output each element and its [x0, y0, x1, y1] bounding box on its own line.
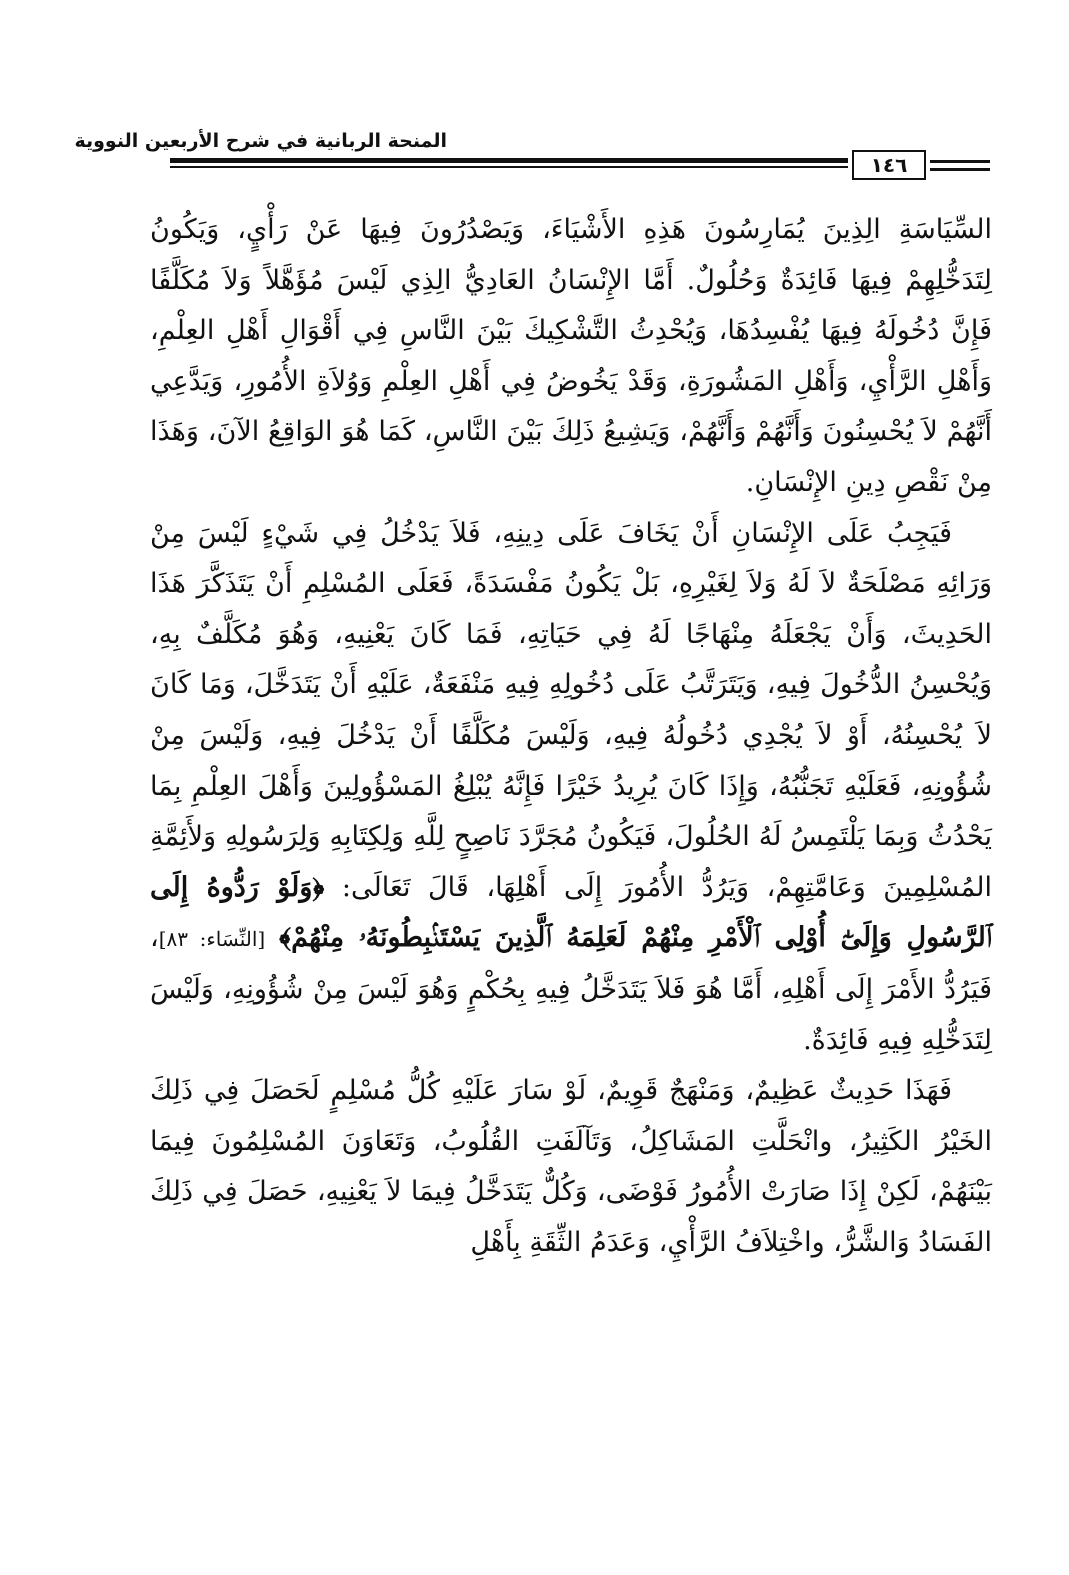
- verse-reference: [النِّسَاء: ٨٣]: [158, 927, 266, 952]
- page-number: ١٤٦: [852, 150, 926, 180]
- header-rule-right-lower: [930, 168, 990, 171]
- running-title: المنحة الربانية في شرح الأربعين النووية: [74, 130, 447, 152]
- paragraph-2-continuation: ، فَيَرُدُّ الأَمْرَ إِلَى أَهْلِهِ، أَمَّا هُوَ فَلاَ يَتَدَخَّلُ فِيهِ بِحُكْمٍ وَهُوَ لَيْسَ مِنْ شُؤُونِهِ، وَلَيْسَ لِتَدَخُّلِهِ فِيهِ فَائِدَةٌ.: [150, 922, 992, 1056]
- paragraph-2: [150, 509, 992, 1067]
- paragraph-1: السِّيَاسَةِ الِذِينَ يُمَارِسُونَ هَذِهِ الأَشْيَاءَ، وَيَصْدُرُونَ فِيهَا عَنْ رَأْيٍ، وَيَكُونُ لِتَدَخُّلِهِمْ فِيهَا فَائِدَةٌ وَحُلُولٌ. أَمَّا الإِنْسَانُ العَادِيُّ الِذِي لَيْسَ مُؤَهَّلاً وَلاَ مُكَلَّفًا فَإِنَّ دُخُولَهُ فِيهَا يُفْسِدُهَا، وَيُحْدِثُ التَّشْكِيكَ بَيْنَ النَّاسِ فِي أَقْوَالِ أَهْلِ العِلْمِ، وَأَهْلِ الرَّأْيِ، وَأَهْلِ المَشُورَةِ، وَقَدْ يَخُوضُ فِي أَهْلِ العِلْمِ وَوُلاَةِ الأُمُورِ، وَيَدَّعِي أَنَّهُمْ لاَ يُحْسِنُونَ وَأَنَّهُمْ وَأَنَّهُمْ، وَيَشِيعُ ذَلِكَ بَيْنَ النَّاسِ، كَمَا هُوَ الوَاقِعُ الآنَ، وَهَذَا مِنْ نَقْصِ دِينِ الإِنْسَانِ.: [150, 214, 992, 498]
- header-rule-lower: [170, 166, 848, 168]
- header-rule-upper: [170, 158, 848, 163]
- quran-verse: ﴿وَلَوْ رَدُّوهُ إِلَى ٱلرَّسُولِ وَإِلَىٰٓ أُوْلِى ٱلْأَمْرِ مِنْهُمْ لَعَلِمَهُ ٱلَّذِينَ يَسْتَنۢبِطُونَهُۥ مِنْهُمْ﴾: [150, 871, 992, 954]
- paragraph-3: فَهَذَا حَدِيثٌ عَظِيمٌ، وَمَنْهَجٌ قَوِيمٌ، لَوْ سَارَ عَلَيْهِ كُلُّ مُسْلِمٍ لَحَصَلَ فِي ذَلِكَ الخَيْرُ الكَثِيرُ، وانْحَلَّتِ المَشَاكِلُ، وَتَآلَفَتِ القُلُوبُ، وَتَعَاوَنَ المُسْلِمُونَ فِيمَا بَيْنَهُمْ، لَكِنْ إِذَا صَارَتْ الأُمُورُ فَوْضَى، وَكُلٌّ يَتَدَخَّلُ فِيمَا لاَ يَعْنِيهِ، حَصَلَ فِي ذَلِكَ الفَسَادُ وَالشَّرُّ، واخْتِلاَفُ الرَّأْيِ، وَعَدَمُ الثِّقَةِ بِأَهْلِ: [150, 1075, 992, 1258]
- main-text: [150, 205, 992, 1268]
- header-rule-right-upper: [930, 160, 990, 163]
- paragraph-2-text: فَيَجِبُ عَلَى الإِنْسَانِ أَنْ يَخَافَ عَلَى دِينِهِ، فَلاَ يَدْخُلُ فِي شَيْءٍ لَيْسَ مِنْ وَرَائِهِ مَصْلَحَةٌ لاَ لَهُ وَلاَ لِغَيْرِهِ، بَلْ يَكُونُ مَفْسَدَةً، فَعَلَى المُسْلِمِ أَنْ يَتَذَكَّرَ هَذَا الحَدِيثَ، وَأَنْ يَجْعَلَهُ مِنْهَاجًا لَهُ فِي حَيَاتِهِ، فَمَا كَانَ يَعْنِيهِ، وَهُوَ مُكَلَّفٌ بِهِ، وَيُحْسِنُ الدُّخُولَ فِيهِ، وَيَتَرَتَّبُ عَلَى دُخُولِهِ فِيهِ مَنْفَعَةٌ، عَلَيْهِ أَنْ يَتَدَخَّلَ، وَمَا كَانَ لاَ يُحْسِنُهُ، أَوْ لاَ يُجْدِي دُخُولُهُ فِيهِ، وَلَيْسَ مُكَلَّفًا أَنْ يَدْخُلَ فِيهِ، وَلَيْسَ مِنْ شُؤُونِهِ، فَعَلَيْهِ تَجَنُّبُهُ، وَإِذَا كَانَ يُرِيدُ خَيْرًا فَإِنَّهُ يُبْلِغُ المَسْؤُولِينَ وَأَهْلَ العِلْمِ بِمَا يَحْدُثُ وَبِمَا يَلْتَمِسُ لَهُ الحُلُولَ، فَيَكُونُ مُجَرَّدَ نَاصِحٍ لِلَّهِ وَلِكِتَابِهِ وَلِرَسُولِهِ وَلأَئِمَّةِ المُسْلِمِينَ وَعَامَّتِهِمْ، وَيَرُدُّ الأُمُورَ إِلَى أَهْلِهَا، قَالَ تَعَالَى:: [150, 517, 992, 903]
